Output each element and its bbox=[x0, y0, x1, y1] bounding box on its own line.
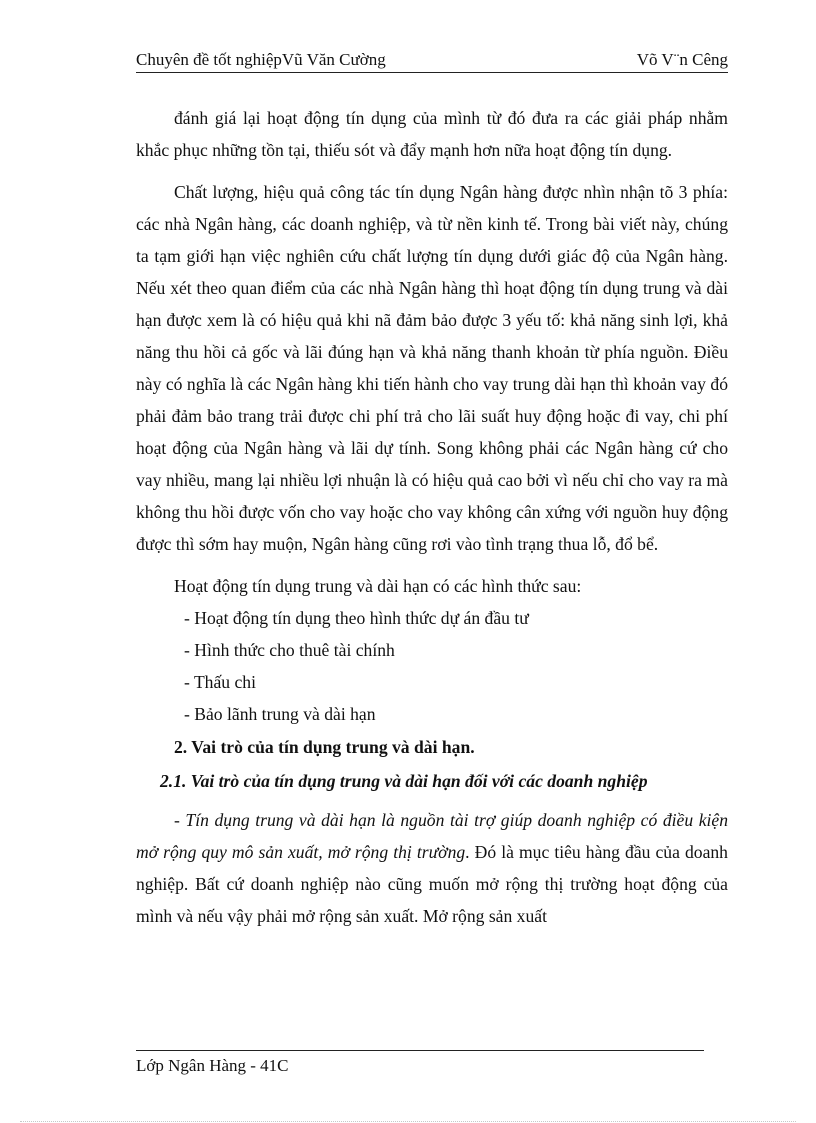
document-body bbox=[136, 102, 728, 932]
subsection-heading: 2.1. Vai trò của tín dụng trung và dài hạn đối với các doanh nghiệp bbox=[160, 771, 648, 791]
page-header bbox=[136, 50, 728, 73]
page-bottom-dotted-line bbox=[20, 1121, 796, 1122]
list-item: - Hình thức cho thuê tài chính bbox=[184, 640, 395, 660]
footer-divider bbox=[136, 1050, 704, 1051]
list-item: - Thấu chi bbox=[184, 672, 256, 692]
list-intro: Hoạt động tín dụng trung và dài hạn có các hình thức sau: bbox=[174, 576, 582, 596]
list-item: - Bảo lãnh trung và dài hạn bbox=[184, 704, 376, 724]
list-item: - Hoạt động tín dụng theo hình thức dự án đầu tư bbox=[184, 608, 529, 628]
section-heading: 2. Vai trò của tín dụng trung và dài hạn. bbox=[174, 737, 475, 757]
paragraph-2: Chất lượng, hiệu quả công tác tín dụng Ngân hàng được nhìn nhận tõ 3 phía: các nhà Ngân hàng, các doanh nghiệp, và từ nền kinh tế. Trong bài viết này, chúng ta tạm giới hạn việc nghiên cứu chất lượng tín dụng dưới giác độ của Ngân hàng. Nếu xét theo quan điểm của các nhà Ngân hàng thì hoạt động tín dụng trung và dài hạn được xem là có hiệu quả khi nã đảm bảo được 3 yếu tố: khả năng sinh lợi, khả năng thu hồi cả gốc và lãi đúng hạn và khả năng thanh khoản từ phía nguồn. Điều này có nghĩa là các Ngân hàng khi tiến hành cho vay trung dài hạn thì khoản vay đó phải đảm bảo trang trải được chi phí trả cho lãi suất huy động hoặc đi vay, chi phí hoạt động của Ngân hàng và lãi dự tính. Song không phải các Ngân hàng cứ cho vay nhiều, mang lại nhiều lợi nhuận là có hiệu quả cao bởi vì nếu chỉ cho vay ra mà không thu hồi được vốn cho vay hoặc cho vay không cân xứng với nguồn huy động được thì sớm hay muộn, Ngân hàng cũng rơi vào tình trạng thua lỗ, đổ bể. bbox=[136, 182, 728, 554]
paragraph-3 bbox=[136, 804, 728, 932]
header-author: Võ V¨n Cêng bbox=[636, 50, 728, 69]
paragraph-1: đánh giá lại hoạt động tín dụng của mình từ đó đưa ra các giải pháp nhằm khắc phục những tồn tại, thiếu sót và đẩy mạnh hơn nữa hoạt động tín dụng. bbox=[136, 108, 728, 160]
paragraph-3-rest: . Đó là mục tiêu hàng đầu của doanh nghiệp. Bất cứ doanh nghiệp nào cũng muốn mở rộng thị trường hoạt động của mình và nếu vậy phải mở rộng sản xuất. Mở rộng sản xuất bbox=[136, 842, 728, 926]
header-title: Chuyên đề tốt nghiệpVũ Văn Cường bbox=[136, 50, 386, 69]
paragraph-3-italic: - Tín dụng trung và dài hạn là nguồn tài trợ giúp doanh nghiệp có điều kiện mở rộng quy mô sản xuất, mở rộng thị trường bbox=[136, 810, 728, 862]
page-footer: Lớp Ngân Hàng - 41C bbox=[136, 1056, 289, 1075]
